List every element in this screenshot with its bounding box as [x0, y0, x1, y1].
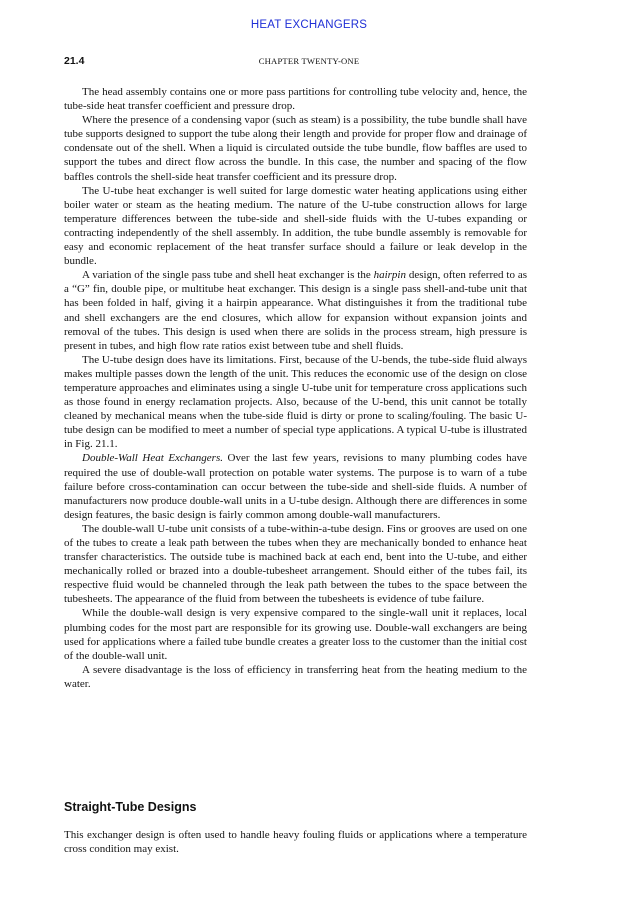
run-in-heading: Double-Wall Heat Exchangers.: [82, 452, 223, 465]
page-number: 21.4: [64, 55, 85, 67]
section-heading: Straight-Tube Designs: [64, 800, 197, 814]
paragraph: A severe disadvantage is the loss of efficiency in transferring heat from the heating medium to the water.: [64, 663, 527, 690]
paragraph-text: A variation of the single pass tube and shell heat exchanger is the: [82, 269, 374, 282]
paragraph: The double-wall U-tube unit consists of a tube-within-a-tube design. Fins or grooves are used on one of the tubes to create a leak path between the tubes when they are mechanically bonded to enhance heat transfer characteristics. The outside tube is machined back at each end, bent into the U-tube, and either mechanically rolled or brazed into a double-tubesheet arrangement. Should either of the tubes fail, its respective fluid would be channeled through the leak path between the tubes to the space between the tubesheets. The appearance of the fluid from between the tubesheets is evidence of tube failure.: [64, 522, 527, 606]
paragraph-text: Over the last few years, revisions to many plumbing codes have required the use of double-wall protection on potable water systems. The purpose is to warn of a tube failure before cross-contamination can occur between the tube-side and shell-side fluids. A number of manufacturers now produce double-wall units in a U-tube design. Although there are differences in some design features, the basic design is fairly common among double-wall manufacturers.: [64, 452, 528, 521]
section-text: [64, 828, 527, 856]
paragraph: The U-tube design does have its limitations. First, because of the U-bends, the tube-side fluid always makes multiple passes down the length of the unit. This reduces the economic use of the design on close temperature approaches and eliminates using a single U-tube unit for temperature cross applications such as those found in energy reclamation projects. Also, because of the U-bend, this unit cannot be totally cleaned by mechanical means when the tube-side fluid is dirty or prone to scaling/fouling. The basic U-tube design can be modified to meet a number of special type applications. A typical U-tube is illustrated in Fig. 21.1.: [64, 353, 527, 451]
hairpin-term: hairpin: [373, 269, 406, 282]
paragraph: [64, 268, 527, 353]
paragraph: Where the presence of a condensing vapor (such as steam) is a possibility, the tube bundle shall have tube supports designed to support the tube along their length and provide for proper flow and drainage of condensate out of the shell. When a liquid is circulated outside the tube bundle, flow baffles are used to support the tubes and direct flow across the bundle. In this case, the number and spacing of the flow baffles controls the shell-side heat transfer coefficient and its pressure drop.: [64, 114, 527, 183]
paragraph-text: design, often referred to as a “G” fin, double pipe, or multitube heat exchanger. This design is a single pass shell-and-tube unit that has been folded in half, giving it a hairpin appearance. What distinguishes it from the traditional tube and shell exchangers are the end closures, which allow for expansion without expansion joints and removal of the tubes. This design is used when there are solids in the process stream, high pressure is present in tubes, and high flow rate ratios exist between tube and shell fluids.: [64, 269, 527, 352]
body-text: [64, 85, 527, 691]
paragraph: This exchanger design is often used to handle heavy fouling fluids or applications where a temperature cross condition may exist.: [64, 829, 527, 856]
chapter-label: CHAPTER TWENTY-ONE: [258, 56, 360, 66]
paragraph: While the double-wall design is very expensive compared to the single-wall unit it replaces, local plumbing codes for the most part are responsible for its growing use. Double-wall exchangers are being used for applications where a failed tube bundle creates a greater loss to the customer than the initial cost of the double-wall unit.: [64, 607, 527, 662]
paragraph: The U-tube heat exchanger is well suited for large domestic water heating applications using either boiler water or steam as the heating medium. The nature of the U-tube construction allows for large temperature differences between the tube-side and shell-side fluids with the U-tubes expanding or contracting independently of the shell assembly. In addition, the tube bundle assembly is removable for easy and economic replacement of the heat transfer surface should a failure or leak develop in the bundle.: [64, 184, 527, 268]
paragraph: [64, 451, 527, 521]
paragraph: The head assembly contains one or more pass partitions for controlling tube velocity and, hence, the tube-side heat transfer coefficient and pressure drop.: [64, 86, 527, 113]
running-head: HEAT EXCHANGERS: [250, 19, 368, 31]
